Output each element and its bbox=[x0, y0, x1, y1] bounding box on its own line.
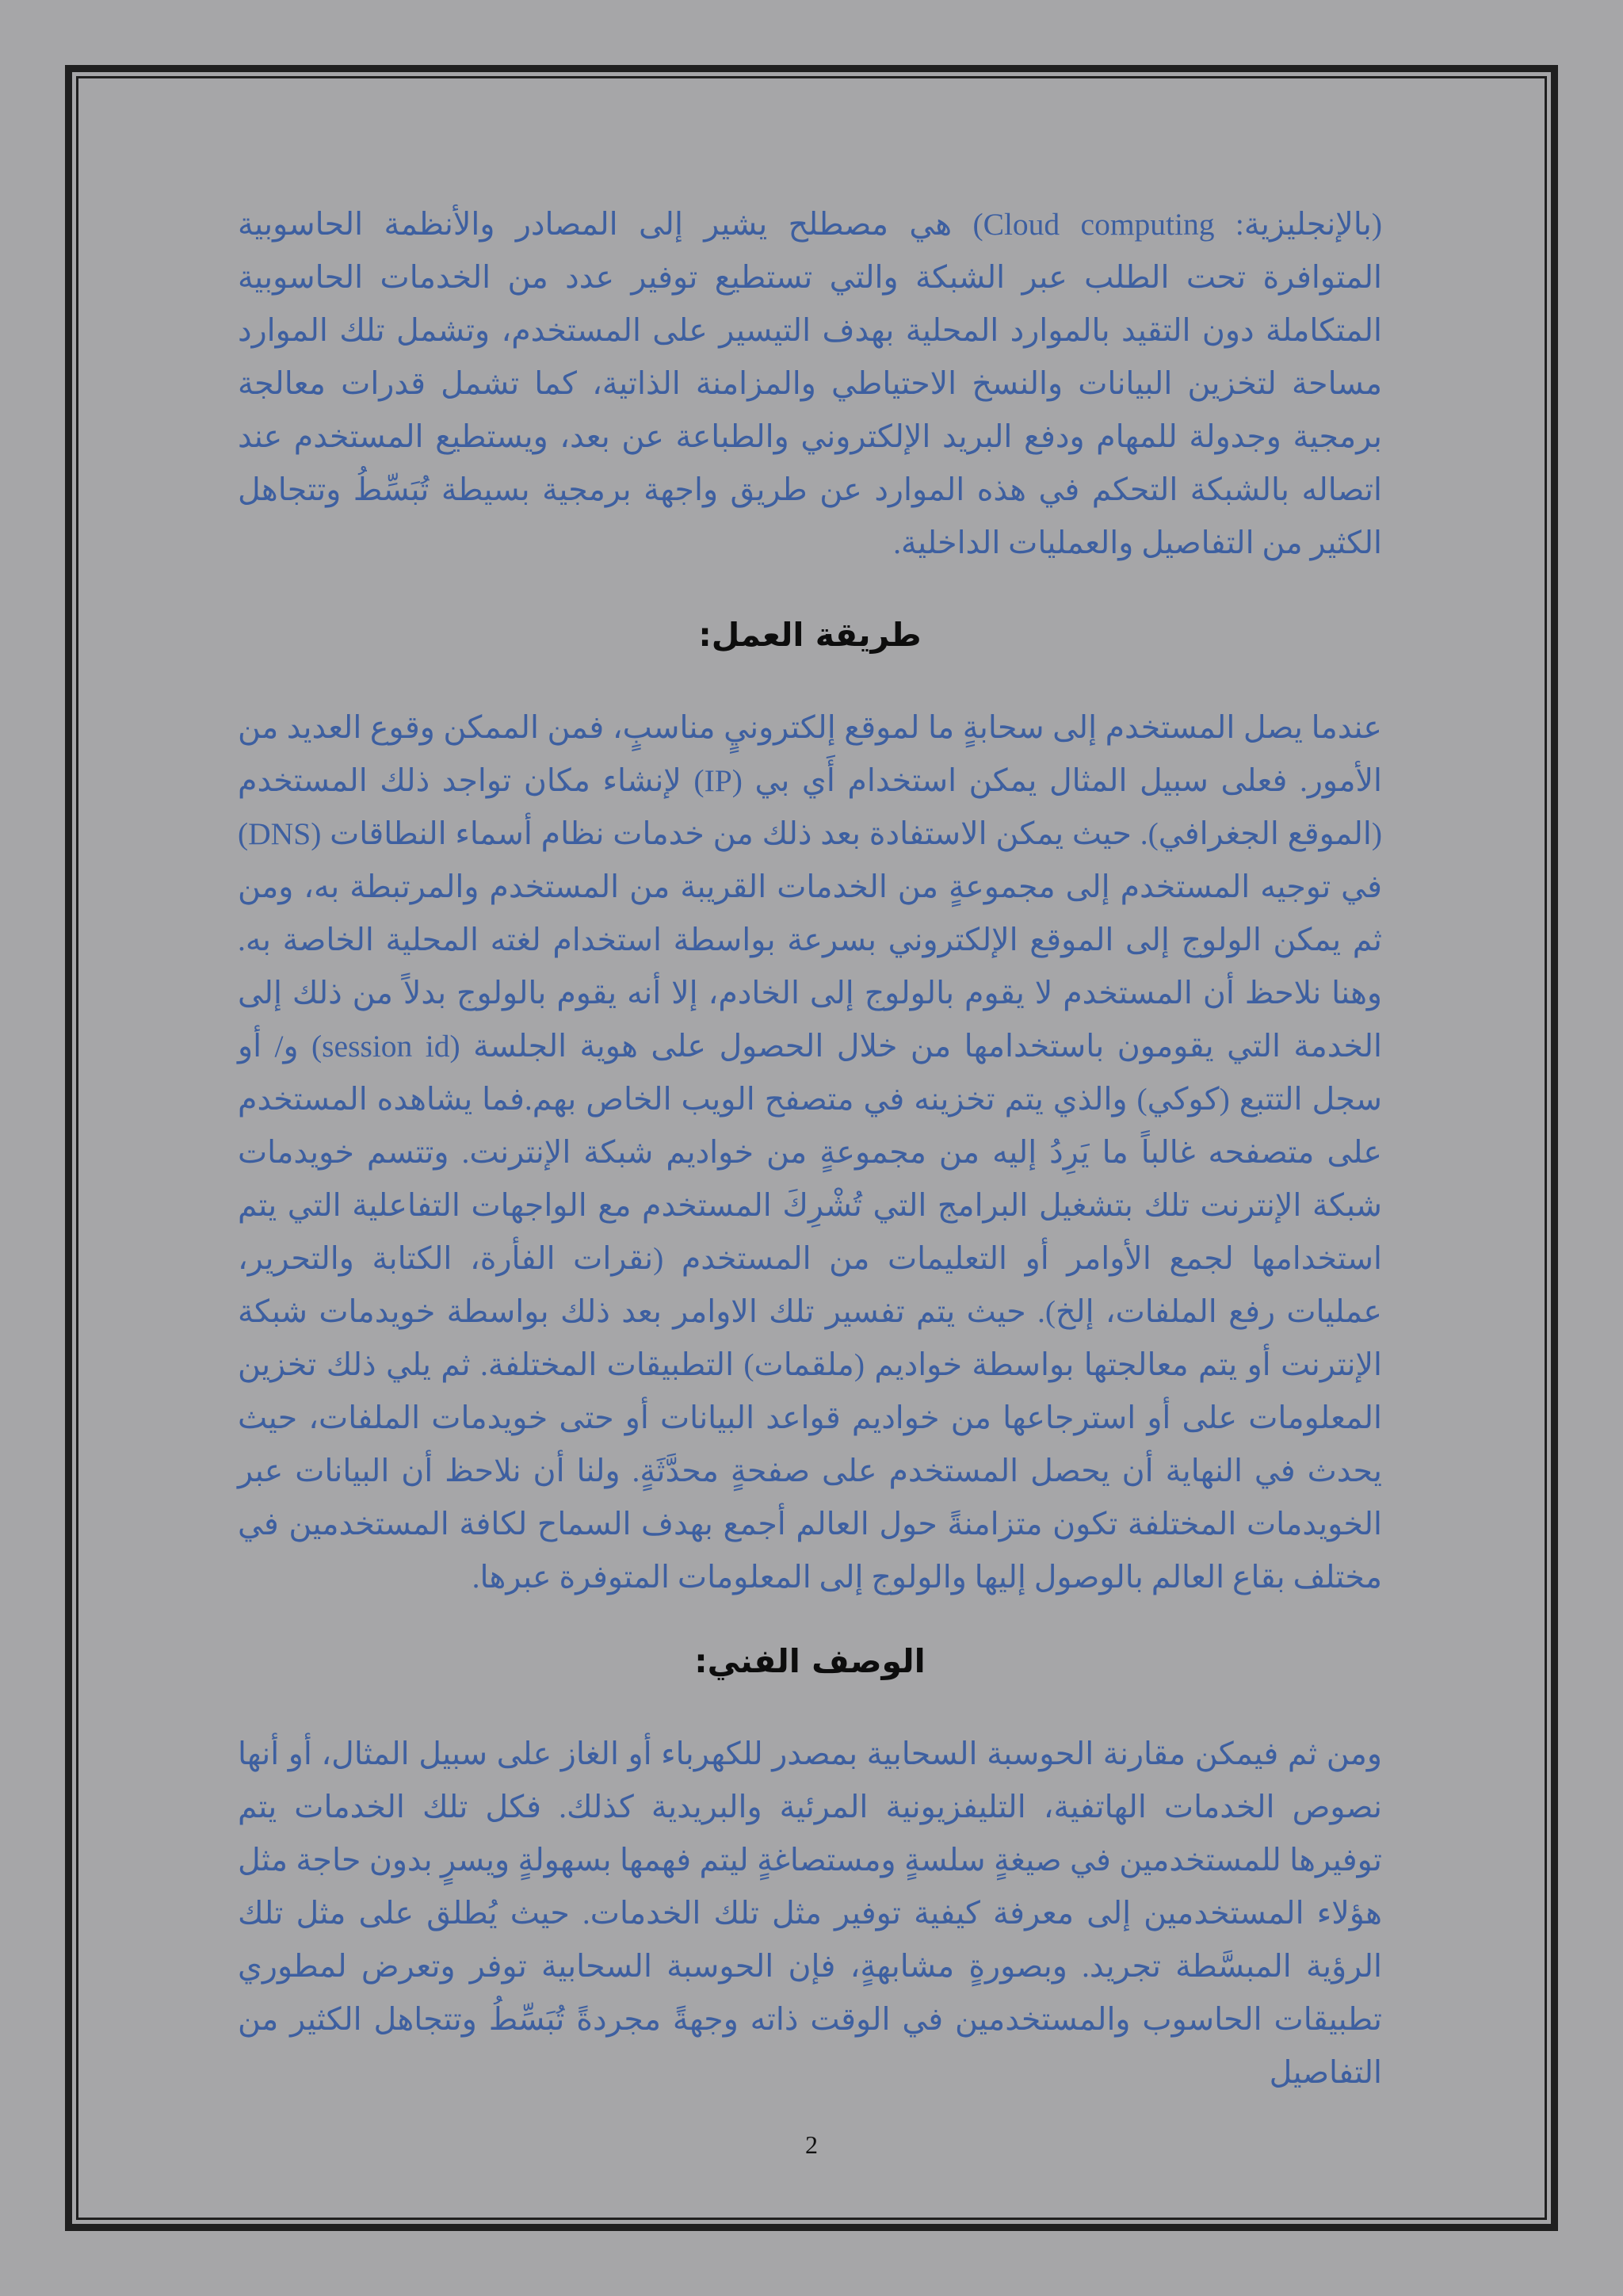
intro-paragraph: (بالإنجليزية: Cloud computing) هي مصطلح يشير إلى المصادر والأنظمة الحاسوبية المتوافرة تحت الطلب عبر الشبكة والتي تستطيع توفير عدد من الخدمات الحاسوبية المتكاملة دون التقيد بالموارد المحلية بهدف التيسير على المستخدم، وتشمل تلك الموارد مساحة لتخزين البيانات والنسخ الاحتياطي والمزامنة الذاتية، كما تشمل قدرات معالجة برمجية وجدولة للمهام ودفع البريد الإلكتروني والطباعة عن بعد، ويستطيع المستخدم عند اتصاله بالشبكة التحكم في هذه الموارد عن طريق واجهة برمجية بسيطة تُبَسِّطُ وتتجاهل الكثير من التفاصيل والعمليات الداخلية. bbox=[238, 207, 1382, 560]
page-number: 2 bbox=[805, 2130, 818, 2159]
document-body bbox=[238, 190, 1382, 2099]
technical-description-paragraph: ومن ثم فيمكن مقارنة الحوسبة السحابية بمصدر للكهرباء أو الغاز على سبيل المثال، أو أنها نصوص الخدمات الهاتفية، التليفزيونية المرئية والبريدية كذلك. فكل تلك الخدمات يتم توفيرها للمستخدمين في صيغةٍ سلسةٍ ومستصاغةٍ ليتم فهمها بسهولةٍ ويسرٍ بدون حاجة مثل هؤلاء المستخدمين إلى معرفة كيفية توفير مثل تلك الخدمات. حيث يُطلق على مثل تلك الرؤية المبسَّطة تجريد. وبصورةٍ مشابهةٍ، فإن الحوسبة السحابية توفر وتعرض لمطوري تطبيقات الحاسوب والمستخدمين في الوقت ذاته وجهةً مجردةً تُبَسِّطُ وتتجاهل الكثير من التفاصيل bbox=[238, 1736, 1382, 2090]
how-it-works-paragraph: عندما يصل المستخدم إلى سحابةٍ ما لموقع إلكترونيٍ مناسبٍ، فمن الممكن وقوع العديد من الأمور. فعلى سبيل المثال يمكن استخدام أَي بي (IP) لإنشاء مكان تواجد ذلك المستخدم (الموقع الجغرافي). حيث يمكن الاستفادة بعد ذلك من خدمات نظام أسماء النطاقات (DNS) في توجيه المستخدم إلى مجموعةٍ من الخدمات القريبة من المستخدم والمرتبطة به، ومن ثم يمكن الولوج إلى الموقع الإلكتروني بسرعة بواسطة استخدام لغته المحلية الخاصة به. وهنا نلاحظ أن المستخدم لا يقوم بالولوج إلى الخادم، إلا أنه يقوم بالولوج بدلاً من ذلك إلى الخدمة التي يقومون باستخدامها من خلال الحصول على هوية الجلسة (session id) و/ أو سجل التتبع (كوكي) والذي يتم تخزينه في متصفح الويب الخاص بهم.فما يشاهده المستخدم على متصفحه غالباً ما يَرِدُ إليه من مجموعةٍ من خواديم شبكة الإنترنت. وتتسم خويدمات شبكة الإنترنت تلك بتشغيل البرامج التي تُشْرِكَ المستخدم مع الواجهات التفاعلية التي يتم استخدامها لجمع الأوامر أو التعليمات من المستخدم (نقرات الفأرة، الكتابة والتحرير، عمليات رفع الملفات، إلخ). حيث يتم تفسير تلك الاوامر بعد ذلك بواسطة خويدمات شبكة الإنترنت أو يتم معالجتها بواسطة خواديم (ملقمات) التطبيقات المختلفة. ثم يلي ذلك تخزين المعلومات على أو استرجاعها من خواديم قواعد البيانات أو حتى خويدمات الملفات، حيث يحدث في النهاية أن يحصل المستخدم على صفحةٍ محدَّثَةٍ. ولنا أن نلاحظ أن البيانات عبر الخويدمات المختلفة تكون متزامنةً حول العالم أجمع بهدف السماح لكافة المستخدمين في مختلف بقاع العالم بالوصول إليها والولوج إلى المعلومات المتوفرة عبرها. bbox=[238, 710, 1382, 1595]
section-heading-technical-description: الوصف الفني: bbox=[694, 1642, 926, 1680]
section-heading-how-it-works: طريقة العمل: bbox=[698, 616, 922, 654]
